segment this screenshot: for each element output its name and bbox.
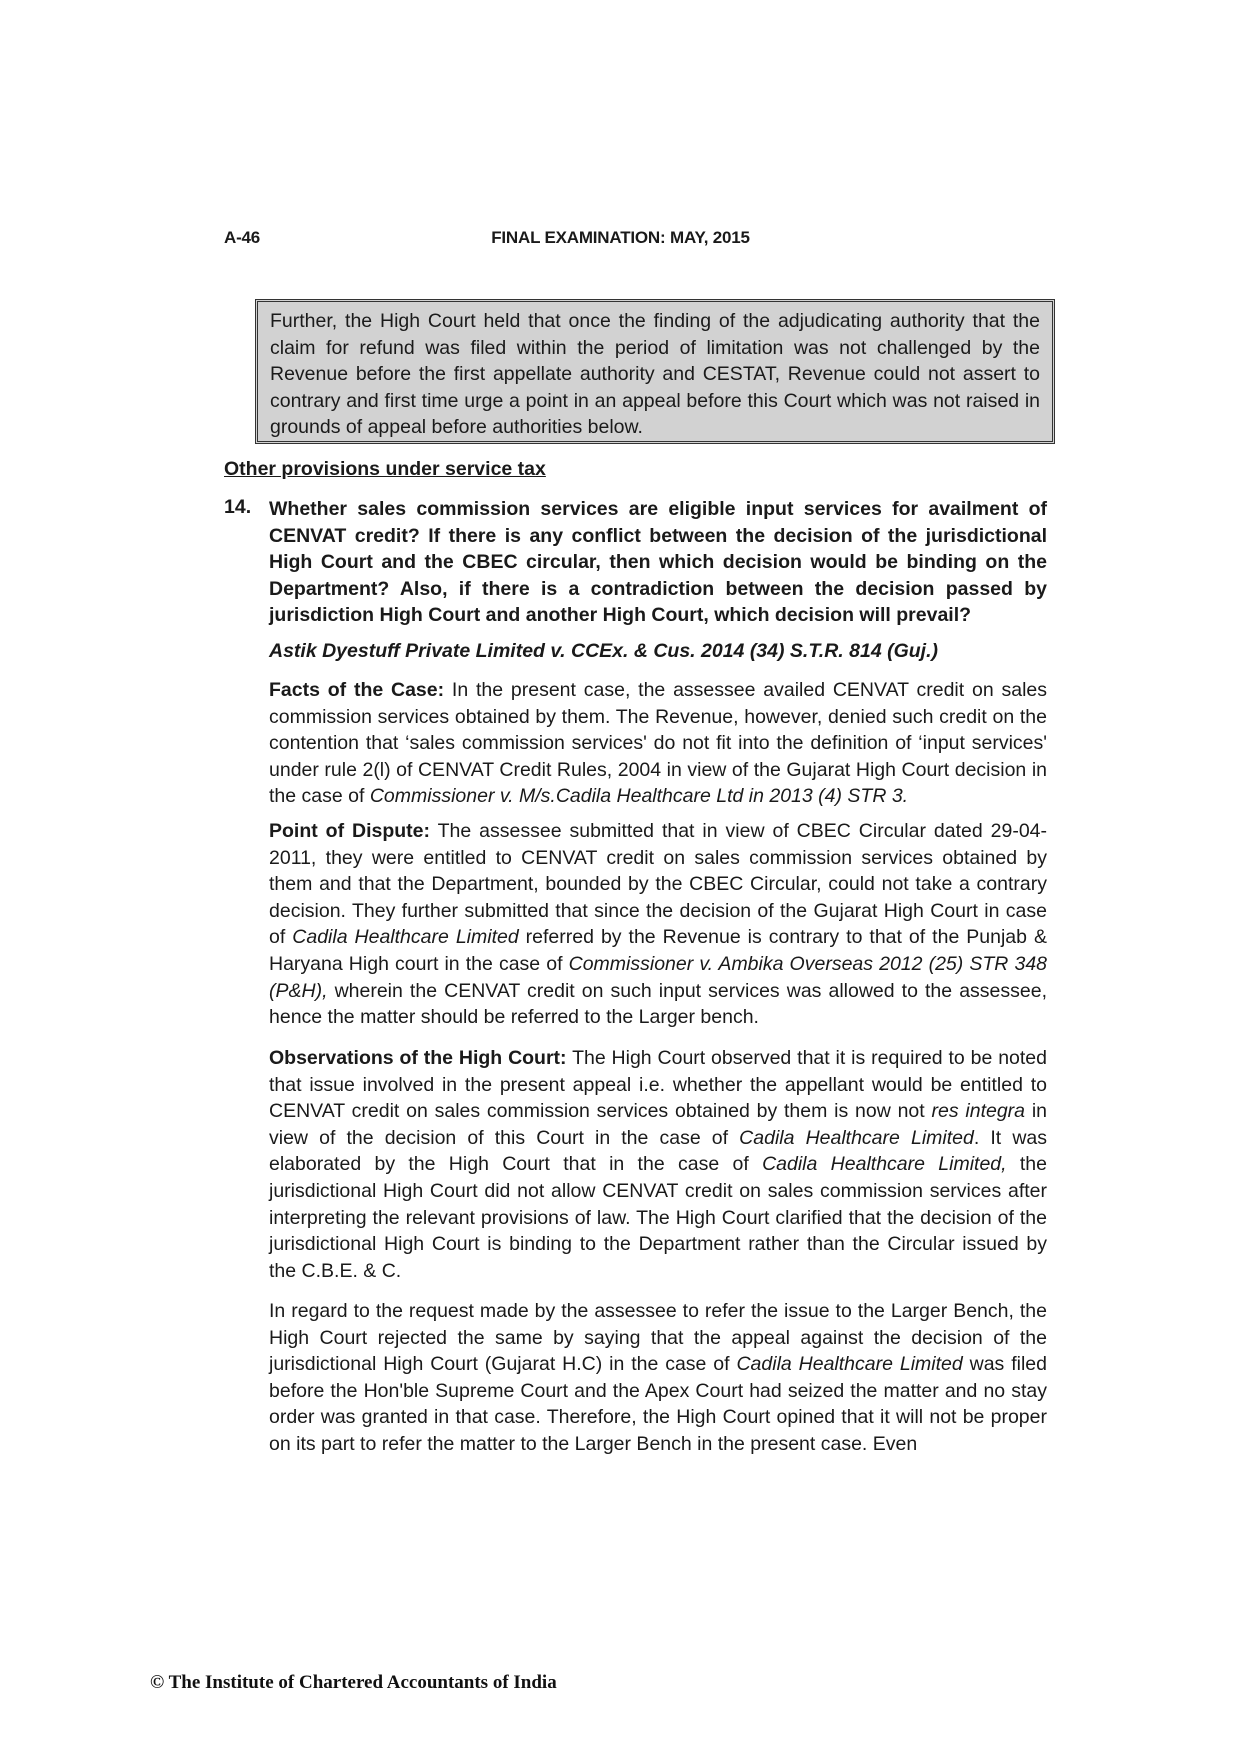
larger-bench-text-1: In regard to the request made by the assessee to refer the issue to the Larger Bench, the High Court rejected the same by saying that the appeal against the decision of the jurisdictional High Court (Gujarat H.C) in the case of	[269, 1300, 1047, 1376]
facts-case-ref: Commissioner v. M/s.Cadila Healthcare Ltd in 2013 (4) STR 3.	[369, 785, 909, 808]
observations-label: Observations of the High Court:	[269, 1047, 567, 1069]
observations-case-2: Cadila Healthcare Limited,	[762, 1153, 1007, 1176]
section-heading: Other provisions under service tax	[224, 458, 546, 480]
observations-text-2: in view of the decision of this Court in the case of	[269, 1100, 1047, 1149]
facts-text: In the present case, the assessee availed CENVAT credit on sales commission services obtained by them. The Revenue, however, denied such credit on the contention that ‘sales commission services' do not fit into the definition of ‘input services' under rule 2(l) of CENVAT Credit Rules, 2004 in view of the Gujarat High Court decision in the case of	[269, 679, 1048, 808]
larger-bench-case-1: Cadila Healthcare Limited	[736, 1353, 963, 1376]
observations-text-1: The High Court observed that it is required to be noted that issue involved in the present appeal i.e. whether the appellant would be entitled to CENVAT credit on sales commission services obtained by them is now not	[269, 1047, 1047, 1123]
question-number: 14.	[224, 496, 252, 518]
facts-paragraph	[269, 677, 1047, 810]
observations-case-1: Cadila Healthcare Limited	[739, 1126, 974, 1149]
dispute-case-1: Cadila Healthcare Limited	[292, 926, 519, 949]
dispute-case-2: Commissioner v. Ambika Overseas 2012 (25) STR 348 (P&H),	[269, 952, 1048, 1002]
larger-bench-paragraph	[269, 1298, 1047, 1458]
question-text: Whether sales commission services are eligible input services for availment of CENVAT credit? If there is any conflict between the decision of the jurisdictional High Court and the CBEC circular, then which decision would be binding on the Department? Also, if there is a contradiction between the decision passed by jurisdiction High Court and another High Court, which decision will prevail?	[269, 498, 1047, 626]
case-citation: Astik Dyestuff Private Limited v. CCEx. & Cus. 2014 (34) S.T.R. 814 (Guj.)	[269, 640, 938, 662]
page-header-title: FINAL EXAMINATION: MAY, 2015	[491, 228, 750, 247]
dispute-label: Point of Dispute:	[269, 820, 431, 842]
observations-italic-1: res integra	[931, 1100, 1026, 1123]
shaded-summary-box: Further, the High Court held that once the finding of the adjudicating authority that the claim for refund was filed within the period of limitation was not challenged by the Revenue before the first appellate authority and CESTAT, Revenue could not assert to contrary and first time urge a point in an appeal before this Court which was not raised in grounds of appeal before authorities below.	[255, 299, 1055, 444]
dispute-text-3: wherein the CENVAT credit on such input services was allowed to the assessee, hence the matter should be referred to the Larger bench.	[269, 979, 1047, 1029]
copyright-footer: © The Institute of Chartered Accountants of India	[150, 1672, 557, 1693]
dispute-text-2: referred by the Revenue is contrary to that of the Punjab & Haryana High court in the case of	[269, 926, 1047, 975]
dispute-paragraph	[269, 818, 1047, 1031]
observations-text-3: . It was elaborated by the High Court that in the case of	[269, 1126, 1047, 1176]
facts-label: Facts of the Case:	[269, 679, 445, 701]
page-number: A-46	[224, 228, 261, 247]
observations-paragraph	[269, 1045, 1047, 1284]
dispute-text-1: The assessee submitted that in view of CBEC Circular dated 29-04-2011, they were entitled to CENVAT credit on sales commission services obtained by them and that the Department, bounded by the CBEC Circular, could not take a contrary decision. They further submitted that since the decision of the Gujarat High Court in case of	[269, 820, 1047, 949]
larger-bench-text-2: was filed before the Hon'ble Supreme Court and the Apex Court had seized the matter and no stay order was granted in that case. Therefore, the High Court opined that it will not be proper on its part to refer the matter to the Larger Bench in the present case. Even	[269, 1353, 1047, 1455]
observations-text-4: the jurisdictional High Court did not allow CENVAT credit on sales commission services after interpreting the relevant provisions of law. The High Court clarified that the decision of the jurisdictional High Court is binding to the Department rather than the Circular issued by the C.B.E. & C.	[269, 1153, 1048, 1282]
